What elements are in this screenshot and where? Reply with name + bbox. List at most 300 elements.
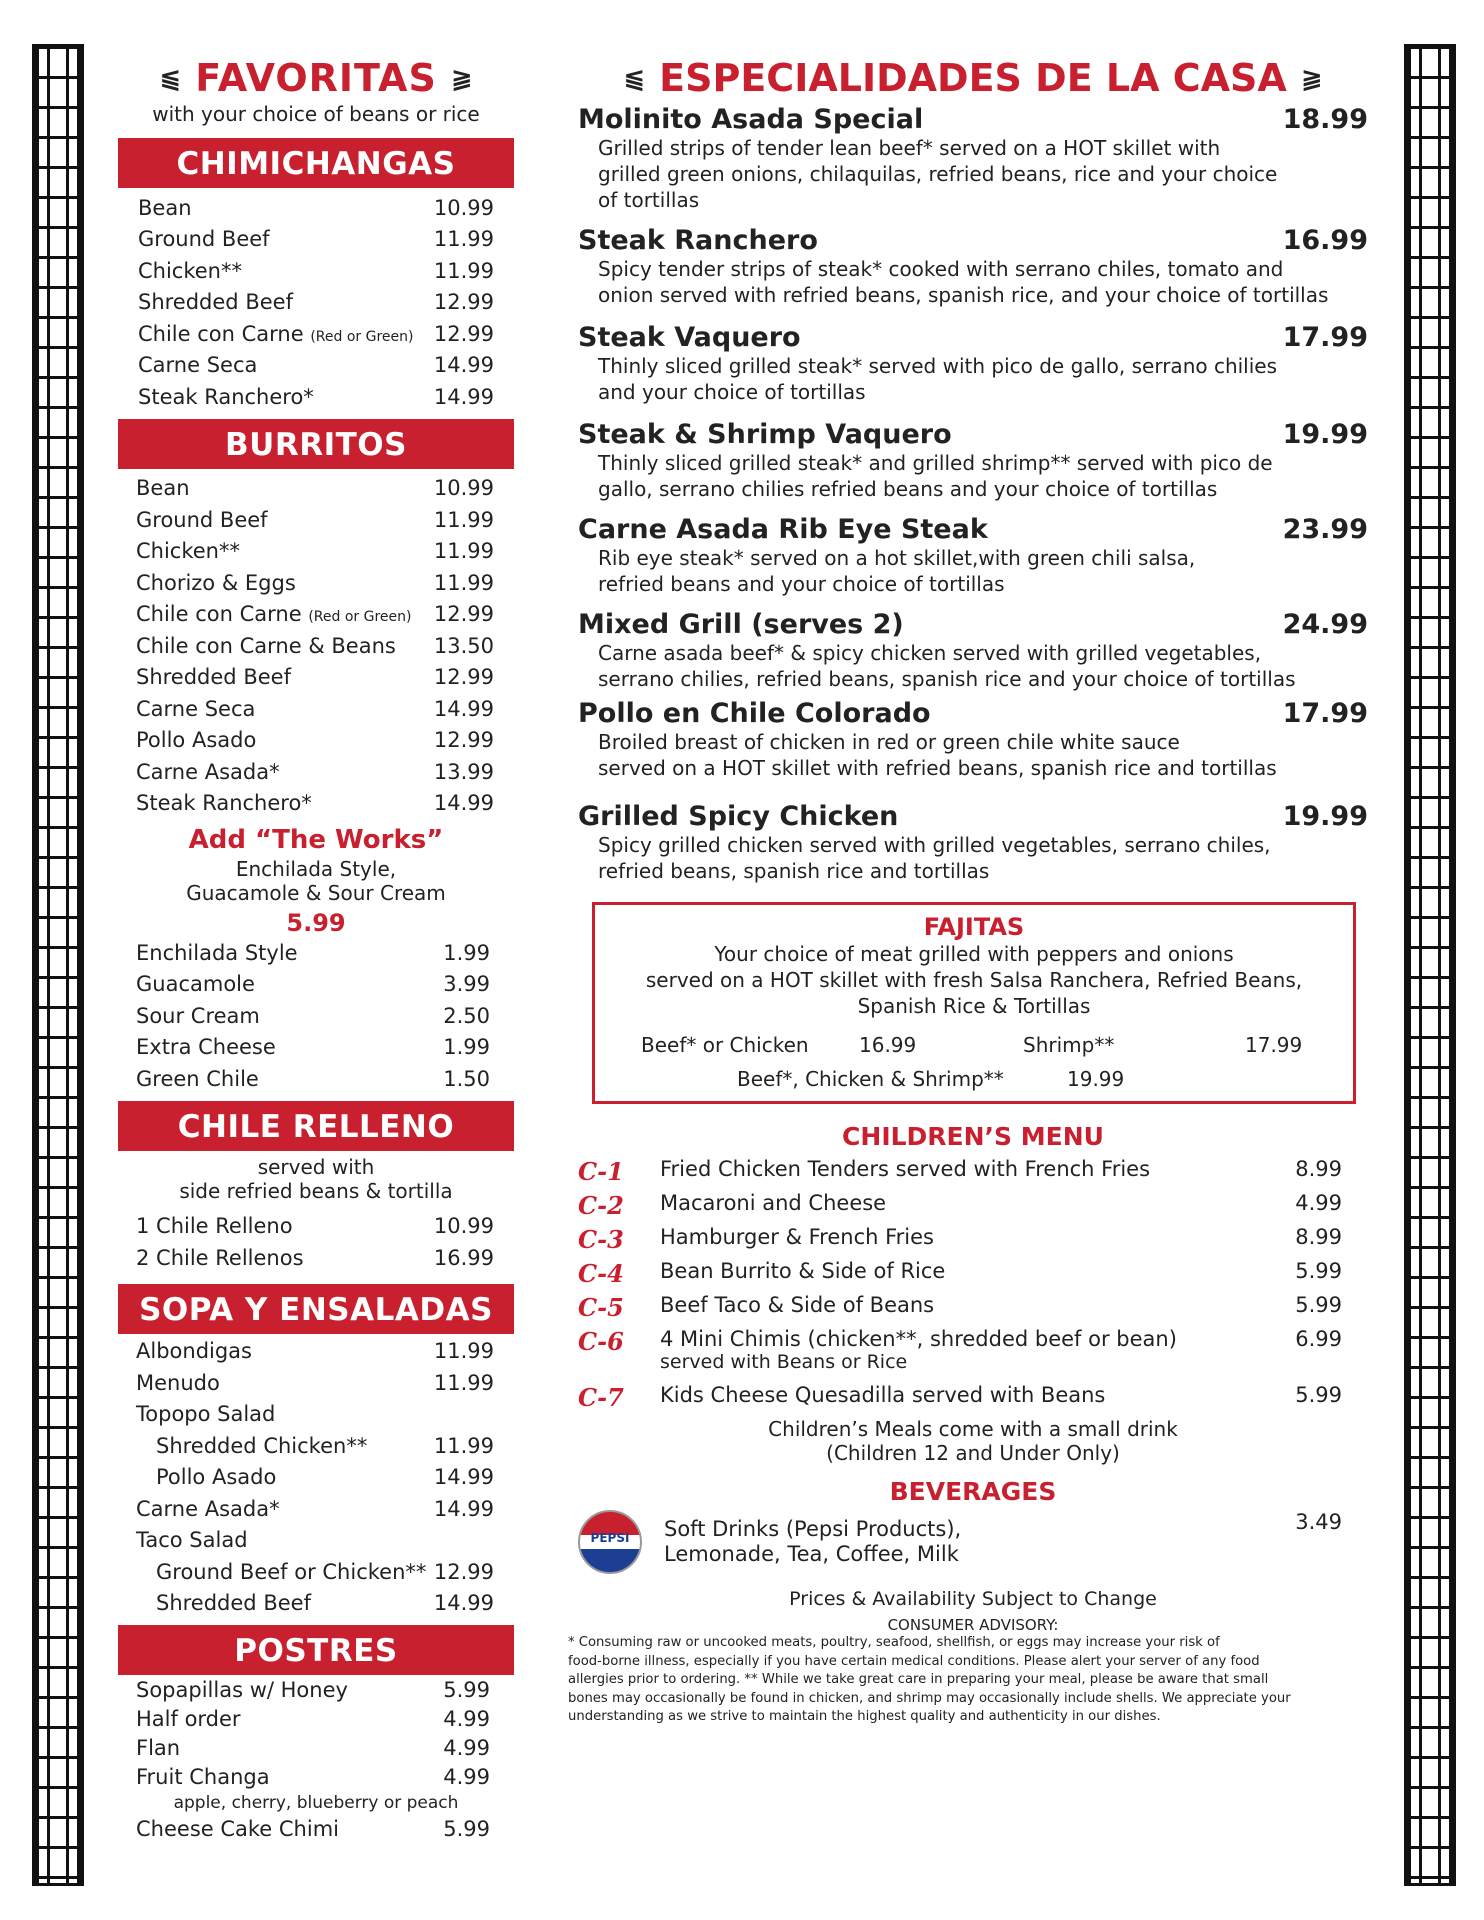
sopa-header: SOPA Y ENSALADAS [118, 1284, 514, 1334]
specialty-item [578, 419, 1368, 502]
kids-item-price: 5.99 [1295, 1259, 1342, 1283]
item-name [138, 290, 293, 314]
item-name-text: Chicken** [136, 539, 240, 564]
description-line: gallo, serrano chilies refried beans and your choice of tortillas [598, 477, 1218, 501]
item-note: (Red or Green) [310, 328, 414, 345]
chile-relleno-list [118, 1211, 514, 1274]
item-name [136, 1528, 248, 1552]
menu-item [136, 693, 494, 725]
kids-menu-item [578, 1259, 1342, 1293]
item-name-text: Chorizo & Eggs [136, 570, 296, 595]
item-name-text: Green Chile [136, 1066, 259, 1091]
item-name [136, 1004, 260, 1028]
menu-item [136, 1242, 494, 1274]
menu-item [136, 1733, 490, 1762]
menu-item [136, 788, 494, 820]
fajitas-opt1-name: Beef* or Chicken [641, 1033, 809, 1057]
item-price: 12.99 [433, 602, 494, 627]
kids-item-code: C-4 [578, 1259, 624, 1288]
item-name [138, 322, 413, 346]
burritos-list [118, 469, 514, 820]
item-name [136, 1246, 304, 1270]
item-price: 10.99 [433, 476, 494, 501]
kids-menu-item [578, 1191, 1342, 1225]
item-name [136, 602, 411, 626]
item-name-text: Shredded Beef [156, 1591, 311, 1616]
item-price: 12.99 [433, 665, 494, 690]
specialty-description [578, 353, 1368, 405]
chimichangas-list [118, 188, 514, 413]
item-name-text: Ground Beef or Chicken** [156, 1559, 427, 1584]
item-price: 14.99 [433, 696, 494, 721]
item-name-text: Chile con Carne [136, 602, 302, 627]
fajitas-combo [605, 1067, 1343, 1091]
menu-item [136, 473, 494, 505]
specialty-header [578, 225, 1368, 256]
specialty-description [578, 256, 1368, 308]
item-name-text: Menudo [136, 1370, 220, 1395]
description-line: and your choice of tortillas [598, 380, 866, 404]
prices-note: Prices & Availability Subject to Change [789, 1588, 1157, 1610]
changa-note: apple, cherry, blueberry or peach [173, 1793, 459, 1813]
description-line: Carne asada beef* & spicy chicken served with grilled vegetables, [598, 641, 1262, 665]
item-name [136, 634, 396, 658]
item-price: 11.99 [433, 258, 494, 283]
specialty-header [578, 322, 1368, 353]
specialty-header [578, 419, 1368, 450]
item-name-text: Taco Salad [136, 1528, 248, 1553]
description-line: Rib eye steak* served on a hot skillet,with green chili salsa, [598, 546, 1196, 570]
item-name-text: Chile con Carne & Beans [136, 633, 396, 658]
item-name [136, 1371, 220, 1395]
item-price: 4.99 [443, 1735, 490, 1760]
description-line: served on a HOT skillet with refried beans, spanish rice and tortillas [598, 756, 1277, 780]
specialty-name: Steak & Shrimp Vaquero [578, 419, 952, 450]
fajitas-opt3-name: Beef*, Chicken & Shrimp** [737, 1067, 1004, 1091]
beverages-text [642, 1517, 1295, 1567]
chimichangas-header: CHIMICHANGAS [118, 138, 514, 188]
item-name-text: Bean [136, 476, 190, 501]
item-name-text: Guacamole [136, 972, 255, 997]
item-name [136, 476, 190, 500]
menu-item [138, 287, 494, 319]
specialty-price: 17.99 [1282, 698, 1368, 729]
item-price: 11.99 [433, 1433, 494, 1458]
advisory-line: bones may occasionally be found in chicken, and shrimp may occasionally include shells. We appreciate your [568, 1690, 1291, 1706]
item-name-text: Chicken** [138, 258, 242, 283]
fajitas-title: FAJITAS [923, 913, 1025, 941]
menu-item [136, 1556, 494, 1588]
menu-item [136, 599, 494, 631]
item-price: 11.99 [433, 570, 494, 595]
specialty-description [578, 545, 1368, 597]
kids-menu-item [578, 1293, 1342, 1327]
the-works-line1: Enchilada Style, [235, 857, 397, 881]
menu-item [138, 224, 494, 256]
item-price: 11.99 [433, 1370, 494, 1395]
kids-menu-item [578, 1327, 1342, 1383]
specialty-header [578, 514, 1368, 545]
chile-relleno-line2: side refried beans & tortilla [179, 1178, 453, 1203]
menu-item [138, 192, 494, 224]
item-name-text: Shredded Beef [136, 665, 291, 690]
item-note: (Red or Green) [308, 609, 412, 626]
kids-item-name: Bean Burrito & Side of Rice [660, 1259, 946, 1283]
specialty-price: 24.99 [1282, 609, 1368, 640]
item-name-text: Albondigas [136, 1339, 252, 1364]
greek-key-border-right [1404, 44, 1456, 1886]
kids-item-text [660, 1191, 1278, 1215]
description-line: refried beans, spanish rice and tortillas [598, 859, 990, 883]
item-name-text: Carne Asada* [136, 759, 280, 784]
fajitas-opt2-name: Shrimp** [1023, 1033, 1115, 1057]
childrens-note2: (Children 12 and Under Only) [826, 1441, 1120, 1465]
item-name [136, 1402, 275, 1426]
menu-item [136, 1675, 490, 1704]
menu-item [136, 536, 494, 568]
item-name [136, 1339, 252, 1363]
item-name-text: Carne Seca [136, 696, 256, 721]
specialty-item [578, 322, 1368, 405]
description-line: refried beans and your choice of tortillas [598, 572, 1005, 596]
kids-item-price: 5.99 [1295, 1383, 1342, 1407]
sopa-list [118, 1334, 514, 1620]
consumer-advisory [568, 1634, 1368, 1727]
specialty-price: 19.99 [1282, 419, 1368, 450]
item-name-text: Carne Seca [138, 353, 258, 378]
item-name-text: 1 Chile Relleno [136, 1214, 293, 1239]
item-name-text: Steak Ranchero* [138, 384, 314, 409]
especialidades-list [578, 104, 1368, 884]
item-name [136, 1678, 348, 1702]
item-price: 3.99 [443, 972, 490, 997]
advisory-line: * Consuming raw or uncooked meats, poultry, seafood, shellfish, or eggs may increase your risk of [568, 1635, 1220, 1650]
kids-item-price: 4.99 [1295, 1191, 1342, 1215]
kids-item-price: 8.99 [1295, 1225, 1342, 1249]
specialty-item [578, 225, 1368, 308]
menu-item [136, 567, 494, 599]
advisory-line: understanding as we strive to maintain the highest quality and authenticity in our dishes. [568, 1709, 1161, 1724]
kids-item-text [660, 1383, 1278, 1407]
specialty-price: 16.99 [1282, 225, 1368, 256]
item-name [136, 571, 296, 595]
kids-item-name: Hamburger & French Fries [660, 1225, 934, 1249]
item-name [136, 697, 255, 721]
menu-item [136, 1704, 490, 1733]
favoritas-title: FAVORITAS [195, 56, 437, 100]
item-price: 11.99 [433, 507, 494, 532]
item-name [136, 1736, 180, 1760]
advisory-line: food-borne illness, especially if you have certain medical conditions. Please alert your server of any food [568, 1653, 1260, 1669]
kids-item-name: Kids Cheese Quesadilla served with Beans [660, 1383, 1106, 1407]
childrens-menu-list [578, 1157, 1368, 1417]
description-line: Spicy grilled chicken served with grilled vegetables, serrano chiles, [598, 833, 1271, 857]
item-name-text: Topopo Salad [136, 1402, 276, 1427]
specialty-price: 18.99 [1282, 104, 1368, 135]
kids-item-price: 8.99 [1295, 1157, 1342, 1181]
favoritas-header [118, 56, 514, 100]
kids-item-code: C-5 [578, 1293, 624, 1322]
kids-menu-item [578, 1225, 1342, 1259]
item-name [136, 760, 280, 784]
kids-item-code: C-6 [578, 1327, 624, 1356]
item-price: 14.99 [433, 1496, 494, 1521]
item-name: Cheese Cake Chimi [136, 1816, 339, 1841]
item-name [136, 1434, 367, 1458]
specialty-name: Grilled Spicy Chicken [578, 801, 899, 832]
item-name-text: Half order [136, 1706, 241, 1731]
specialty-description [578, 729, 1368, 781]
specialty-item [578, 104, 1368, 213]
item-name-text: Shredded Chicken** [156, 1433, 368, 1458]
pepsi-logo-icon: PEPSI [578, 1510, 642, 1574]
specialty-price: 19.99 [1282, 801, 1368, 832]
fajitas-line1: Your choice of meat grilled with peppers and onions [714, 942, 1234, 966]
specialty-item [578, 698, 1368, 781]
description-line: grilled green onions, chilaquilas, refried beans, rice and your choice [598, 162, 1278, 186]
item-name [138, 227, 270, 251]
item-price: 13.99 [433, 759, 494, 784]
item-price: 11.99 [433, 227, 494, 252]
advisory-line: allergies prior to ordering. ** While we take great care in preparing your meal, please be aware that small [568, 1672, 1269, 1687]
menu-item [136, 969, 490, 1001]
item-name-text: Steak Ranchero* [136, 791, 312, 816]
item-price: 14.99 [433, 1465, 494, 1490]
item-name [136, 665, 291, 689]
item-name [138, 259, 242, 283]
kids-item-code: C-7 [578, 1383, 624, 1412]
item-name-text: Pollo Asado [156, 1465, 277, 1490]
item-name [136, 791, 312, 815]
specialty-description [578, 832, 1368, 884]
menu-item [136, 1000, 490, 1032]
kids-item-text [660, 1225, 1278, 1249]
favoritas-subtitle: with your choice of beans or rice [152, 102, 480, 126]
menu-item [138, 318, 494, 350]
item-name-text: Fruit Changa [136, 1764, 270, 1789]
menu-item [136, 1813, 490, 1845]
specialty-price: 23.99 [1282, 514, 1368, 545]
menu-item [138, 350, 494, 382]
item-price: 10.99 [433, 195, 494, 220]
item-price: 5.99 [443, 1677, 490, 1702]
menu-item [136, 725, 494, 757]
item-name [138, 196, 192, 220]
menu-item [136, 1032, 490, 1064]
the-works-line2: Guacamole & Sour Cream [186, 881, 446, 905]
item-price: 12.99 [433, 728, 494, 753]
specialty-header [578, 104, 1368, 135]
chile-relleno-line1: served with [257, 1154, 375, 1179]
fajitas-opt2-price: 17.99 [1245, 1033, 1303, 1057]
kids-item-name: 4 Mini Chimis (chicken**, shredded beef or bean) [660, 1327, 1177, 1351]
item-price: 1.99 [443, 1035, 490, 1060]
item-name-text: Ground Beef [138, 227, 270, 252]
specialty-item [578, 609, 1368, 692]
item-price: 4.99 [443, 1764, 490, 1789]
item-name-text: Sour Cream [136, 1003, 260, 1028]
menu-item [136, 1399, 494, 1431]
specialty-name: Steak Ranchero [578, 225, 818, 256]
the-works-price: 5.99 [286, 909, 346, 937]
specialty-name: Carne Asada Rib Eye Steak [578, 514, 988, 545]
item-price: 10.99 [433, 1214, 494, 1239]
specialty-price: 17.99 [1282, 322, 1368, 353]
item-name-text: Bean [138, 195, 192, 220]
menu-item [138, 255, 494, 287]
kids-menu-item [578, 1157, 1342, 1191]
item-name-text: Chile con Carne [138, 321, 304, 346]
kids-item-price: 6.99 [1295, 1327, 1342, 1351]
menu-item [136, 1336, 494, 1368]
favoritas-column [118, 56, 514, 1845]
childrens-menu-title: CHILDREN’S MENU [842, 1122, 1104, 1151]
item-price: 5.99 [443, 1816, 490, 1841]
beverages-price: 3.49 [1295, 1510, 1342, 1534]
specialty-header [578, 801, 1368, 832]
item-name [136, 941, 298, 965]
kids-item-text [660, 1259, 1278, 1283]
kids-item-code: C-3 [578, 1225, 624, 1254]
menu-item [136, 1211, 494, 1243]
menu-item [136, 1430, 494, 1462]
menu-item [136, 630, 494, 662]
item-name-text: Extra Cheese [136, 1035, 276, 1060]
chile-relleno-header: CHILE RELLENO [118, 1101, 514, 1151]
item-price: 14.99 [433, 384, 494, 409]
childrens-note1: Children’s Meals come with a small drink [768, 1417, 1178, 1441]
item-name [138, 385, 314, 409]
item-price: 14.99 [433, 1591, 494, 1616]
item-price: 14.99 [433, 791, 494, 816]
fajitas-line2: served on a HOT skillet with fresh Salsa Ranchera, Refried Beans, [645, 968, 1303, 992]
item-price: 11.99 [433, 1339, 494, 1364]
fajitas-line3: Spanish Rice & Tortillas [857, 994, 1091, 1018]
specialty-name: Molinito Asada Special [578, 104, 924, 135]
postres-header: POSTRES [118, 1625, 514, 1675]
scroll-ornament-icon: ⫹ [623, 63, 646, 93]
menu-item [136, 504, 494, 536]
item-name-text: Ground Beef [136, 507, 268, 532]
scroll-ornament-icon: ⫺ [1300, 63, 1323, 93]
item-name [136, 1035, 276, 1059]
item-price: 12.99 [433, 321, 494, 346]
item-name-text: Flan [136, 1735, 181, 1760]
description-line: Thinly sliced grilled steak* served with pico de gallo, serrano chilies [598, 354, 1278, 378]
description-line: serrano chilies, refried beans, spanish rice and your choice of tortillas [598, 667, 1296, 691]
burritos-header: BURRITOS [118, 419, 514, 469]
item-name [136, 1591, 311, 1615]
scroll-ornament-icon: ⫹ [159, 63, 182, 93]
description-line: Grilled strips of tender lean beef* served on a HOT skillet with [598, 136, 1221, 160]
specialty-name: Steak Vaquero [578, 322, 801, 353]
kids-menu-item [578, 1383, 1342, 1417]
item-name [136, 508, 268, 532]
advisory-title: CONSUMER ADVISORY: [887, 1616, 1059, 1634]
item-name [138, 353, 257, 377]
item-name-text: Enchilada Style [136, 940, 298, 965]
especialidades-column [568, 56, 1368, 1727]
menu-item [136, 1493, 494, 1525]
scroll-ornament-icon: ⫺ [450, 63, 473, 93]
postres-list [118, 1675, 514, 1791]
item-name [136, 972, 255, 996]
specialty-name: Mixed Grill (serves 2) [578, 609, 904, 640]
item-name-text: Carne Asada* [136, 1496, 280, 1521]
item-price: 16.99 [433, 1245, 494, 1270]
beverages-title: BEVERAGES [889, 1477, 1057, 1506]
description-line: Broiled breast of chicken in red or green chile white sauce [598, 730, 1180, 754]
kids-item-text [660, 1327, 1278, 1373]
menu-item [138, 381, 494, 413]
item-name [136, 1497, 280, 1521]
kids-item-code: C-2 [578, 1191, 624, 1220]
item-name-text: 2 Chile Rellenos [136, 1245, 304, 1270]
menu-item [136, 1367, 494, 1399]
menu-item [136, 662, 494, 694]
specialty-description [578, 450, 1368, 502]
beverages-line1: Soft Drinks (Pepsi Products), [664, 1517, 962, 1541]
kids-item-name: Fried Chicken Tenders served with French Fries [660, 1157, 1151, 1181]
menu-item [136, 1762, 490, 1791]
description-line: onion served with refried beans, spanish rice, and your choice of tortillas [598, 283, 1329, 307]
specialty-item [578, 514, 1368, 597]
menu-item [136, 1525, 494, 1557]
kids-item-sub: served with Beans or Rice [660, 1351, 908, 1373]
beverages-row [578, 1510, 1368, 1574]
fajitas-opt3-price: 19.99 [1067, 1067, 1125, 1091]
item-name [136, 539, 240, 563]
item-name-text: Shredded Beef [138, 290, 293, 315]
fajitas-opt1-price: 16.99 [859, 1033, 917, 1057]
kids-item-text [660, 1157, 1278, 1181]
kids-item-name: Macaroni and Cheese [660, 1191, 887, 1215]
fajitas-options [605, 1033, 1343, 1057]
item-price: 14.99 [433, 353, 494, 378]
description-line: of tortillas [598, 188, 700, 212]
kids-item-text [660, 1293, 1278, 1317]
kids-item-price: 5.99 [1295, 1293, 1342, 1317]
fajitas-box [592, 902, 1356, 1104]
beverages-line2: Lemonade, Tea, Coffee, Milk [664, 1542, 959, 1566]
item-name-text: Sopapillas w/ Honey [136, 1677, 348, 1702]
description-line: Spicy tender strips of steak* cooked with serrano chiles, tomato and [598, 257, 1284, 281]
postres-last [118, 1813, 514, 1845]
item-price: 4.99 [443, 1706, 490, 1731]
specialty-name: Pollo en Chile Colorado [578, 698, 931, 729]
item-name [136, 1707, 241, 1731]
item-price: 2.50 [443, 1003, 490, 1028]
specialty-header [578, 609, 1368, 640]
item-price: 1.50 [443, 1066, 490, 1091]
item-name [136, 1465, 276, 1489]
menu-item [136, 756, 494, 788]
item-price: 11.99 [433, 539, 494, 564]
item-name [136, 1214, 293, 1238]
menu-item [136, 937, 490, 969]
specialty-item [578, 801, 1368, 884]
addons-list [118, 937, 514, 1095]
specialty-header [578, 698, 1368, 729]
item-name [136, 1067, 259, 1091]
specialty-description [578, 135, 1368, 213]
item-name [136, 1765, 270, 1789]
specialty-description [578, 640, 1368, 692]
the-works-title: Add “The Works” [188, 825, 444, 855]
item-name [136, 728, 256, 752]
menu-item [136, 1588, 494, 1620]
item-price: 12.99 [433, 1559, 494, 1584]
